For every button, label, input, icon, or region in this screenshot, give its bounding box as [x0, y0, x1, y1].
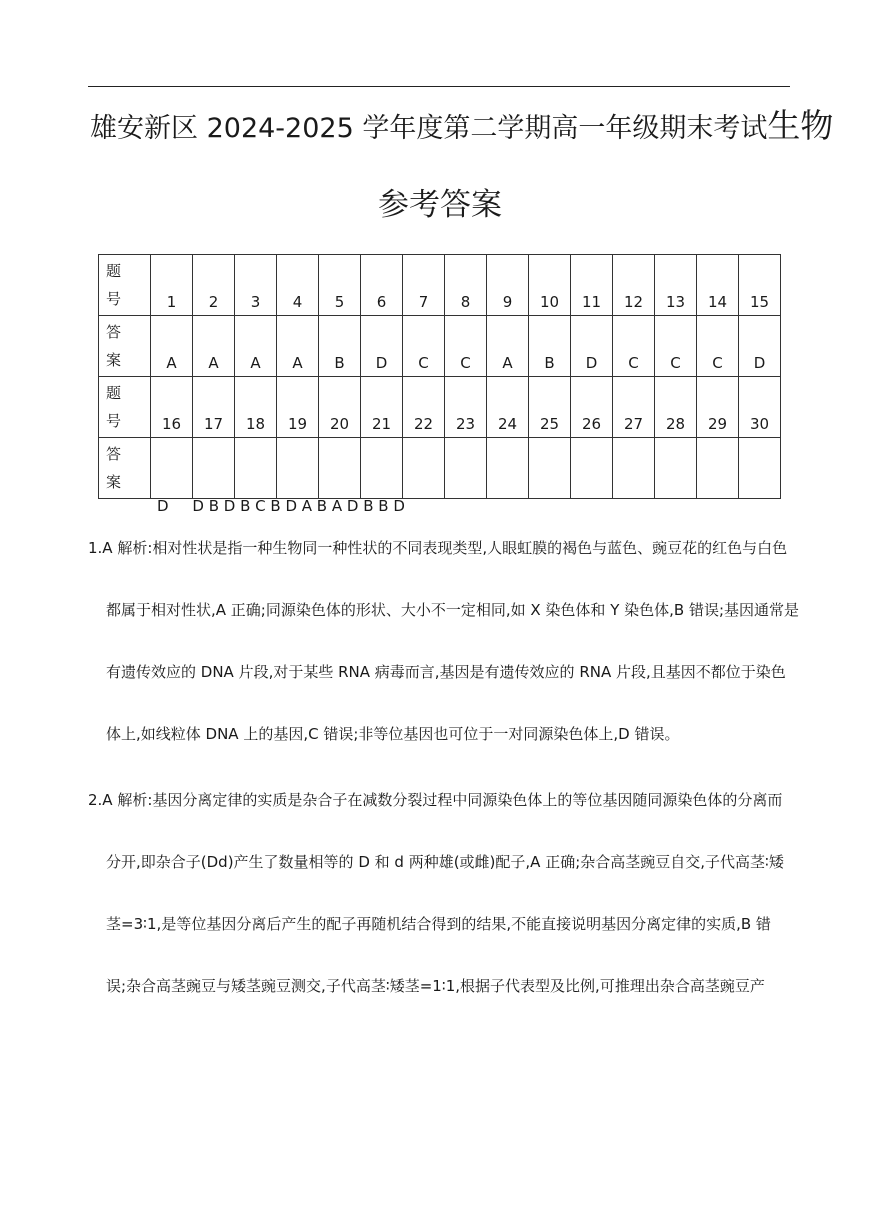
table-cell: 23 — [445, 377, 487, 438]
table-cell: 15 — [739, 255, 781, 316]
row-label — [99, 438, 151, 499]
table-cell: 16 — [151, 377, 193, 438]
table-cell: B — [529, 316, 571, 377]
table-cell: C — [613, 316, 655, 377]
table-cell: 27 — [613, 377, 655, 438]
header-rule — [88, 86, 790, 87]
table-cell: 17 — [193, 377, 235, 438]
answers-row-text: D D B D B C B D A B A D B B D — [157, 497, 405, 515]
table-cell: C — [697, 316, 739, 377]
table-cell: 11 — [571, 255, 613, 316]
table-cell: A — [487, 316, 529, 377]
explanation-2 — [88, 789, 788, 1037]
table-cell: D — [739, 316, 781, 377]
table-cell: 21 — [361, 377, 403, 438]
explanation-line: 2.A 解析:基因分离定律的实质是杂合子在减数分裂过程中同源染色体上的等位基因随同源染色体的分离而 — [88, 791, 783, 809]
table-cell: 7 — [403, 255, 445, 316]
table-cell — [529, 438, 571, 499]
table-cell: 13 — [655, 255, 697, 316]
table-cell: 2 — [193, 255, 235, 316]
table-cell: C — [403, 316, 445, 377]
table-cell: 20 — [319, 377, 361, 438]
explanation-line: 都属于相对性状,A 正确;同源染色体的形状、大小不一定相同,如 X 染色体和 Y 染色体,B 错误;基因通常是 — [106, 601, 800, 619]
answer-table — [98, 254, 781, 499]
table-cell — [445, 438, 487, 499]
table-cell: 29 — [697, 377, 739, 438]
table-cell: A — [193, 316, 235, 377]
explanation-line: 有遗传效应的 DNA 片段,对于某些 RNA 病毒而言,基因是有遗传效应的 RNA 片段,且基因不都位于染色 — [106, 663, 786, 681]
table-cell: 9 — [487, 255, 529, 316]
table-cell: C — [655, 316, 697, 377]
explanation-line: 茎=3∶1,是等位基因分离后产生的配子再随机结合得到的结果,不能直接说明基因分离定律的实质,B 错 — [106, 915, 771, 933]
explanation-line: 1.A 解析:相对性状是指一种生物同一种性状的不同表现类型,人眼虹膜的褐色与蓝色、豌豆花的红色与白色 — [88, 539, 788, 557]
table-cell — [193, 438, 235, 499]
row-label-char: 案 — [106, 351, 122, 369]
explanation-line: 体上,如线粒体 DNA 上的基因,C 错误;非等位基因也可位于一对同源染色体上,D 错误。 — [106, 725, 680, 743]
table-cell — [319, 438, 361, 499]
table-cell: C — [445, 316, 487, 377]
row-label-char: 号 — [106, 290, 122, 308]
table-cell: 10 — [529, 255, 571, 316]
table-cell — [571, 438, 613, 499]
table-cell — [697, 438, 739, 499]
explanation-line: 分开,即杂合子(Dd)产生了数量相等的 D 和 d 两种雄(或雌)配子,A 正确;杂合高茎豌豆自交,子代高茎∶矮 — [106, 853, 784, 871]
table-cell — [655, 438, 697, 499]
table-row — [99, 377, 781, 438]
table-cell: 26 — [571, 377, 613, 438]
row-label-char: 题 — [106, 262, 122, 280]
table-cell: 4 — [277, 255, 319, 316]
table-cell — [151, 438, 193, 499]
table-cell: A — [235, 316, 277, 377]
table-cell: 1 — [151, 255, 193, 316]
table-cell: 24 — [487, 377, 529, 438]
explanation-line: 误;杂合高茎豌豆与矮茎豌豆测交,子代高茎∶矮茎=1∶1,根据子代表型及比例,可推理出杂合高茎豌豆产 — [106, 977, 765, 995]
table-cell: 22 — [403, 377, 445, 438]
table-cell — [277, 438, 319, 499]
table-cell: 8 — [445, 255, 487, 316]
table-cell — [487, 438, 529, 499]
exam-title — [90, 106, 834, 149]
table-row — [99, 255, 781, 316]
explanation-1 — [88, 537, 800, 785]
table-cell — [361, 438, 403, 499]
table-cell: A — [277, 316, 319, 377]
table-cell: D — [571, 316, 613, 377]
table-cell: 12 — [613, 255, 655, 316]
table-cell: D — [361, 316, 403, 377]
table-row — [99, 438, 781, 499]
table-cell — [613, 438, 655, 499]
row-label-char: 号 — [106, 412, 122, 430]
row-label — [99, 377, 151, 438]
table-cell: 19 — [277, 377, 319, 438]
answer-key-heading: 参考答案 — [378, 187, 502, 223]
table-cell: 25 — [529, 377, 571, 438]
table-cell — [403, 438, 445, 499]
table-cell — [235, 438, 277, 499]
row-label — [99, 316, 151, 377]
table-cell: 5 — [319, 255, 361, 316]
table-cell — [739, 438, 781, 499]
row-label-char: 案 — [106, 473, 122, 491]
table-cell: A — [151, 316, 193, 377]
exam-title-subject: 生物 — [767, 106, 834, 145]
row-label — [99, 255, 151, 316]
exam-title-main: 雄安新区 2024-2025 学年度第二学期高一年级期末考试 — [90, 113, 768, 144]
table-cell: 6 — [361, 255, 403, 316]
table-cell: B — [319, 316, 361, 377]
table-cell: 3 — [235, 255, 277, 316]
table-cell: 30 — [739, 377, 781, 438]
row-label-char: 答 — [106, 445, 122, 463]
table-row — [99, 316, 781, 377]
table-cell: 18 — [235, 377, 277, 438]
row-label-char: 答 — [106, 323, 122, 341]
row-label-char: 题 — [106, 384, 122, 402]
table-cell: 14 — [697, 255, 739, 316]
table-cell: 28 — [655, 377, 697, 438]
